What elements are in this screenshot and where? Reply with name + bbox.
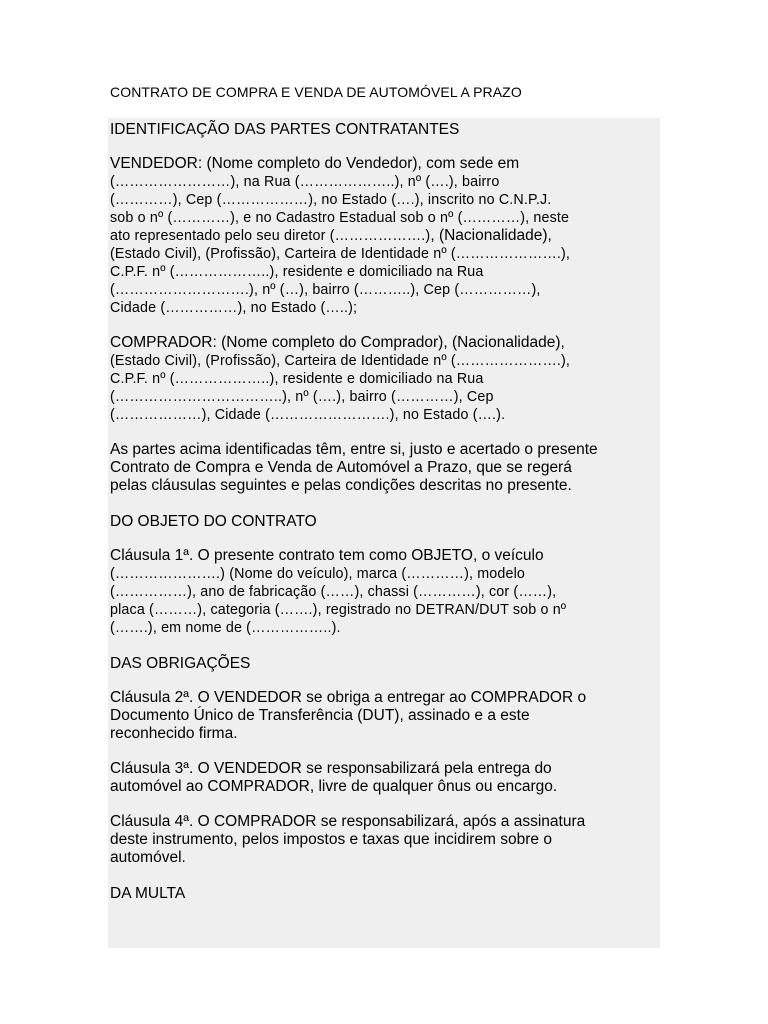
document-body (108, 118, 660, 948)
clause-3-line: automóvel ao COMPRADOR, livre de qualquer ônus ou encargo. (110, 778, 558, 795)
buyer-line: (………………), Cidade (…………………….), no Estado (….). (110, 407, 506, 423)
vendor-line: (……………………….), nº (…), bairro (………..), Cep (……………), (110, 282, 541, 298)
section-heading-obligations: DAS OBRIGAÇÕES (110, 655, 251, 672)
clause-1-line: (………………….) (Nome do veículo), marca (…………), modelo (110, 566, 526, 582)
preamble-paragraph (110, 441, 656, 495)
section-heading-object: DO OBJETO DO CONTRATO (110, 513, 317, 530)
preamble-line: pelas cláusulas seguintes e pelas condições descritas no presente. (110, 477, 572, 494)
vendor-director: ato representado pelo seu diretor (……………….) (110, 228, 431, 244)
document-title: CONTRATO DE COMPRA E VENDA DE AUTOMÓVEL A PRAZO (110, 84, 522, 100)
clause-3 (110, 760, 656, 796)
buyer-line: (……………………………..), nº (….), bairro (…………), Cep (110, 389, 494, 405)
buyer-line: C.P.F. nº (………………..), residente e domiciliado na Rua (110, 371, 484, 387)
clause-3-line: Cláusula 3ª. O VENDEDOR se responsabilizará pela entrega do (110, 760, 552, 777)
vendor-line: (……………………), na Rua (………………..), nº (….), bairro (110, 174, 500, 190)
vendor-line: (Estado Civil), (Profissão), Carteira de Identidade nº (………………….), (110, 246, 571, 262)
section-heading-parties: IDENTIFICAÇÃO DAS PARTES CONTRATANTES (110, 121, 460, 138)
vendor-paragraph (110, 155, 656, 317)
preamble-line: Contrato de Compra e Venda de Automóvel a Prazo, que se regerá (110, 459, 572, 476)
clause-1-lead: Cláusula 1ª. O presente contrato tem como OBJETO, o veículo (110, 547, 544, 564)
vendor-line: (…………), Cep (………………), no Estado (….), inscrito no C.N.P.J. (110, 192, 552, 208)
clause-4-line: Cláusula 4ª. O COMPRADOR se responsabilizará, após a assinatura (110, 813, 586, 830)
vendor-line: Cidade (……………), no Estado (…..); (110, 300, 358, 316)
clause-2 (110, 689, 656, 743)
vendor-line: C.P.F. nº (………………..), residente e domiciliado na Rua (110, 264, 484, 280)
vendor-nationality: , (Nacionalidade), (430, 227, 552, 244)
vendor-line-representative (110, 227, 656, 245)
vendor-line: sob o nº (…………), e no Cadastro Estadual sob o nº (…………), neste (110, 210, 570, 226)
clause-1-line: placa (………), categoria (…….), registrado no DETRAN/DUT sob o nº (110, 602, 567, 618)
buyer-line: (Estado Civil), (Profissão), Carteira de Identidade nº (………………….), (110, 353, 571, 369)
buyer-paragraph (110, 334, 656, 424)
clause-2-line: Documento Único de Transferência (DUT), assinado e a este (110, 707, 530, 724)
vendor-lead: VENDEDOR: (Nome completo do Vendedor), com sede em (110, 155, 520, 172)
preamble-line: As partes acima identificadas têm, entre si, justo e acertado o presente (110, 441, 598, 458)
clause-4 (110, 813, 656, 867)
clause-1-line: (……………), ano de fabricação (……), chassi (…………), cor (……), (110, 584, 557, 600)
clause-4-line: automóvel. (110, 849, 186, 866)
clause-2-line: reconhecido firma. (110, 725, 238, 742)
clause-1 (110, 547, 656, 637)
clause-4-line: deste instrumento, pelos impostos e taxas que incidirem sobre o (110, 831, 552, 848)
section-heading-fine: DA MULTA (110, 885, 186, 902)
buyer-lead: COMPRADOR: (Nome completo do Comprador), (Nacionalidade), (110, 334, 565, 351)
clause-1-line: (…….), em nome de (……………..). (110, 620, 341, 636)
clause-2-line: Cláusula 2ª. O VENDEDOR se obriga a entregar ao COMPRADOR o (110, 689, 587, 706)
